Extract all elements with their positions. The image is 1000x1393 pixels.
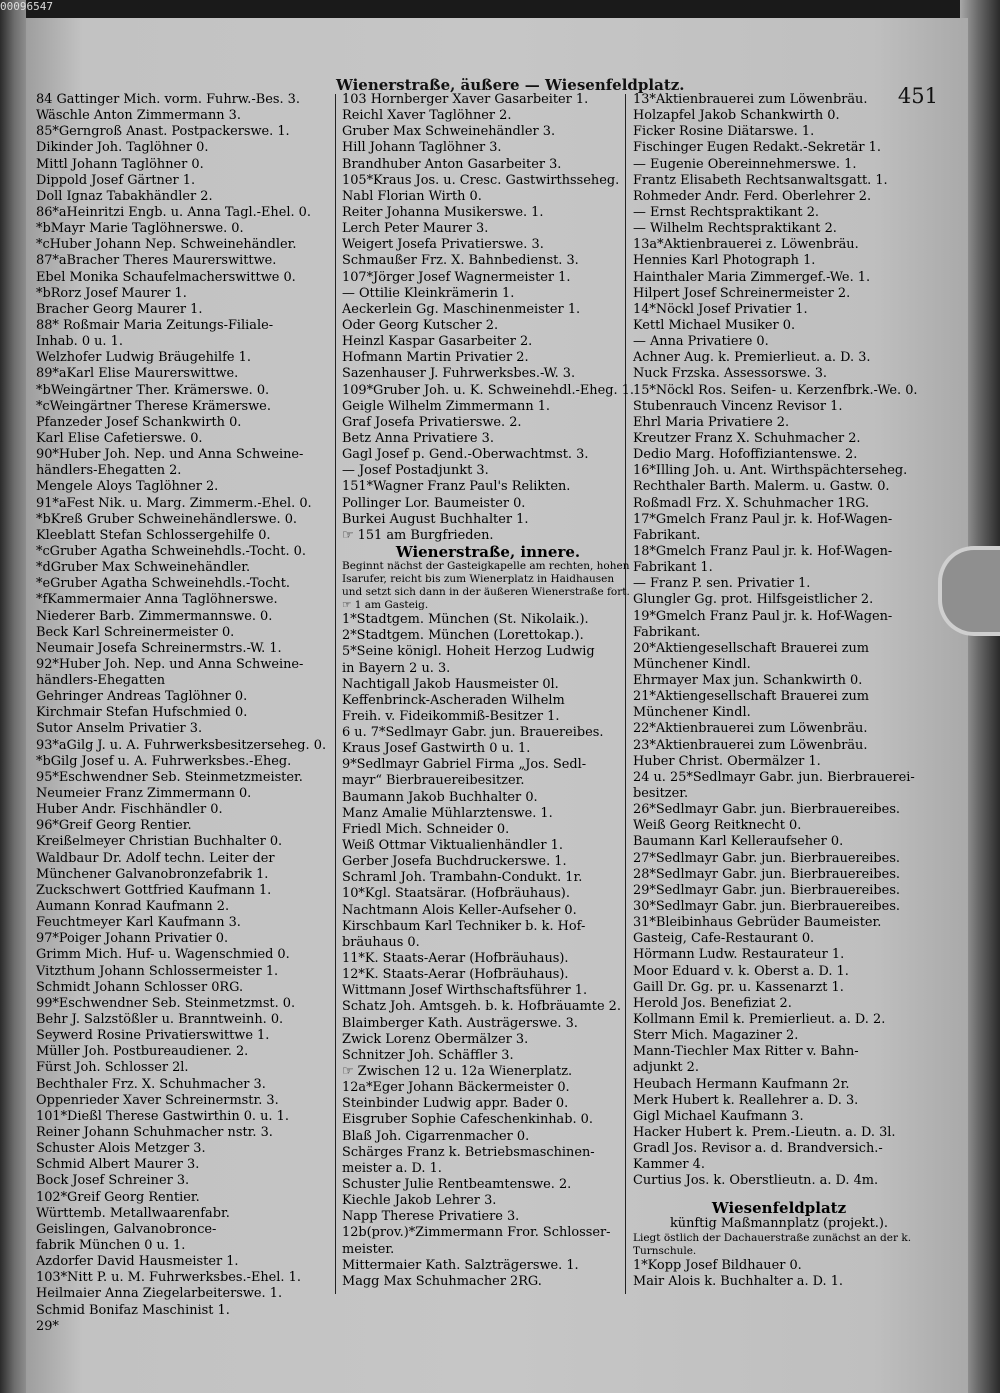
directory-entry: 93*aGilg J. u. A. Fuhrwerksbesitzerseheg. 0. — [36, 737, 327, 753]
directory-entry: — Ottilie Kleinkrämerin 1. — [342, 285, 515, 301]
directory-entry: Gagl Josef p. Gend.-Oberwachtmst. 3. — [342, 447, 589, 463]
directory-entry: 19*Gmelch Franz Paul jr. k. Hof-Wagen- — [633, 608, 893, 624]
directory-entry: Kreißelmeyer Christian Buchhalter 0. — [36, 834, 283, 850]
directory-entry: Neumeier Franz Zimmermann 0. — [36, 786, 252, 802]
directory-entry: Welzhofer Ludwig Bräugehilfe 1. — [36, 350, 251, 366]
directory-entry: Bracher Georg Maurer 1. — [36, 301, 203, 317]
directory-entry: *bKreß Gruber Schweinehändlerswe. 0. — [36, 511, 298, 527]
directory-entry: Magg Max Schuhmacher 2RG. — [342, 1273, 542, 1289]
directory-entry: Karl Elise Cafetierswe. 0. — [36, 430, 203, 446]
directory-entry: Fabrikant. — [633, 624, 701, 640]
directory-entry: Pollinger Lor. Baumeister 0. — [342, 495, 526, 511]
directory-entry: 21*Aktiengesellschaft Brauerei zum — [633, 689, 870, 705]
directory-entry: ☞ 151 am Burgfrieden. — [342, 527, 494, 543]
directory-entry: Holzapfel Jakob Schankwirth 0. — [633, 108, 840, 124]
column-3 — [633, 92, 925, 1322]
directory-entry: Lerch Peter Maurer 3. — [342, 221, 489, 237]
directory-entry: Mittl Johann Taglöhner 0. — [36, 156, 204, 172]
directory-entry: Steinbinder Ludwig appr. Bader 0. — [342, 1096, 569, 1112]
directory-entry: *bGilg Josef u. A. Fuhrwerksbes.-Eheg. — [36, 753, 292, 769]
directory-entry: Hennies Karl Photograph 1. — [633, 253, 816, 269]
directory-entry: und setzt sich dann in der äußeren Wienerstraße fort. — [342, 586, 630, 599]
section-title: Wienerstraße, innere. — [395, 542, 581, 561]
directory-entry: *eGruber Agatha Schweinehdls.-Tocht. — [36, 576, 290, 592]
directory-entry: Hill Johann Taglöhner 3. — [342, 140, 502, 156]
directory-entry: — Josef Postadjunkt 3. — [342, 463, 489, 479]
directory-entry: 12*K. Staats-Aerar (Hofbräuhaus). — [342, 967, 569, 983]
directory-entry: 15*Nöckl Ros. Seifen- u. Kerzenfbrk.-We. 0. — [633, 382, 918, 398]
directory-entry: Vitzthum Johann Schlossermeister 1. — [36, 963, 279, 979]
directory-entry: meister a. D. 1. — [342, 1160, 442, 1176]
directory-entry: Behr J. Salzstößler u. Branntweinh. 0. — [36, 1012, 284, 1028]
directory-entry: 24 u. 25*Sedlmayr Gabr. jun. Bierbrauerei- — [633, 769, 915, 785]
directory-entry: 95*Eschwendner Seb. Steinmetzmeister. — [36, 769, 303, 785]
directory-entry: 90*Huber Joh. Nep. und Anna Schweine- — [36, 447, 304, 463]
directory-entry: Mann-Tiechler Max Ritter v. Bahn- — [633, 1044, 859, 1060]
directory-entry: Oder Georg Kutscher 2. — [342, 317, 499, 333]
directory-entry: Herold Jos. Benefiziat 2. — [633, 995, 792, 1011]
directory-entry: — Franz P. sen. Privatier 1. — [633, 576, 811, 592]
directory-entry: 88* Roßmair Maria Zeitungs-Filiale- — [36, 317, 274, 333]
directory-entry: in Bayern 2 u. 3. — [342, 660, 451, 676]
directory-entry: Mittermaier Kath. Salzträgerswe. 1. — [342, 1257, 579, 1273]
directory-entry: 6 u. 7*Sedlmayr Gabr. jun. Brauereibes. — [342, 725, 604, 741]
directory-entry: 102*Greif Georg Rentier. — [36, 1189, 200, 1205]
directory-entry: 14*Nöckl Josef Privatier 1. — [633, 301, 808, 317]
section-title: Wiesenfeldplatz — [711, 1198, 847, 1217]
directory-entry: Beck Karl Schreinermeister 0. — [36, 624, 235, 640]
directory-entry: fabrik München 0 u. 1. — [36, 1237, 186, 1253]
directory-entry: Rohmeder Andr. Ferd. Oberlehrer 2. — [633, 188, 872, 204]
directory-entry: 103 Hornberger Xaver Gasarbeiter 1. — [342, 92, 589, 107]
directory-entry: 107*Jörger Josef Wagnermeister 1. — [342, 269, 571, 285]
directory-entry: Heubach Hermann Kaufmann 2r. — [633, 1076, 850, 1092]
directory-entry: Graf Josefa Privatierswe. 2. — [342, 414, 522, 430]
directory-entry: Schärges Franz k. Betriebsmaschinen- — [342, 1144, 595, 1160]
directory-entry: 26*Sedlmayr Gabr. jun. Bierbrauereibes. — [633, 802, 901, 818]
directory-entry: Freih. v. Fideikommiß-Besitzer 1. — [342, 708, 560, 724]
directory-entry: Mengele Aloys Taglöhner 2. — [36, 479, 219, 495]
directory-entry: Hilpert Josef Schreinermeister 2. — [633, 285, 851, 301]
directory-entry: Turnschule. — [633, 1244, 697, 1257]
directory-entry: Waldbaur Dr. Adolf techn. Leiter der — [36, 850, 275, 866]
directory-entry: Schatz Joh. Amtsgeh. b. k. Hofbräuamte 2. — [342, 999, 621, 1015]
directory-entry: Ebel Monika Schaufelmacherswittwe 0. — [36, 269, 296, 285]
directory-entry: Schuster Julie Rentbeamtenswe. 2. — [342, 1177, 572, 1192]
directory-entry: Sutor Anselm Privatier 3. — [36, 721, 203, 737]
directory-entry: Reiter Johanna Musikerswe. 1. — [342, 204, 544, 220]
directory-entry: Baumann Jakob Buchhalter 0. — [342, 789, 538, 805]
directory-entry: Ficker Rosine Diätarswe. 1. — [633, 124, 815, 140]
directory-entry: Schnitzer Joh. Schäffler 3. — [342, 1047, 514, 1063]
directory-entry: Rechthaler Barth. Malerm. u. Gastw. 0. — [633, 479, 890, 495]
directory-entry: Gruber Max Schweinehändler 3. — [342, 124, 556, 140]
directory-entry: Schmidt Johann Schlosser 0RG. — [36, 979, 244, 995]
directory-entry: Schmid Albert Maurer 3. — [36, 1157, 200, 1173]
directory-entry: Schraml Joh. Trambahn-Condukt. 1r. — [342, 870, 583, 886]
directory-entry: Kettl Michael Musiker 0. — [633, 317, 796, 333]
directory-entry: 92*Huber Joh. Nep. und Anna Schweine- — [36, 656, 304, 672]
directory-entry: *bRorz Josef Maurer 1. — [36, 285, 187, 301]
directory-entry: Achner Aug. k. Premierlieut. a. D. 3. — [633, 350, 871, 366]
directory-entry: Azdorfer David Hausmeister 1. — [36, 1254, 239, 1270]
directory-entry: Fabrikant. — [633, 527, 701, 543]
directory-entry: Curtius Jos. k. Oberstlieutn. a. D. 4m. — [633, 1173, 879, 1189]
directory-entry: Merk Hubert k. Reallehrer a. D. 3. — [633, 1092, 859, 1108]
directory-entry: Weigert Josefa Privatierswe. 3. — [342, 237, 544, 253]
directory-entry: Kirschbaum Karl Techniker b. k. Hof- — [342, 918, 586, 934]
directory-entry: Hofmann Martin Privatier 2. — [342, 350, 529, 366]
directory-entry: 97*Poiger Johann Privatier 0. — [36, 931, 229, 947]
directory-entry: Glungler Gg. prot. Hilfsgeistlicher 2. — [633, 592, 874, 608]
directory-entry: Nachtigall Jakob Hausmeister 0l. — [342, 676, 559, 692]
directory-entry: Gehringer Andreas Taglöhner 0. — [36, 689, 248, 705]
directory-entry: 27*Sedlmayr Gabr. jun. Bierbrauereibes. — [633, 850, 901, 866]
directory-entry: Hörmann Ludw. Restaurateur 1. — [633, 947, 845, 963]
directory-entry: 28*Sedlmayr Gabr. jun. Bierbrauereibes. — [633, 866, 901, 882]
directory-entry: Feuchtmeyer Karl Kaufmann 3. — [36, 915, 241, 931]
directory-entry: 13a*Aktienbrauerei z. Löwenbräu. — [633, 237, 859, 253]
directory-entry: Hainthaler Maria Zimmergef.-We. 1. — [633, 269, 871, 285]
directory-entry: 31*Bleibinhaus Gebrüder Baumeister. — [633, 915, 882, 931]
directory-entry: Geislingen, Galvanobronce- — [36, 1221, 217, 1237]
directory-entry: Schuster Alois Metzger 3. — [36, 1141, 206, 1157]
directory-entry: Zuckschwert Gottfried Kaufmann 1. — [36, 882, 272, 898]
directory-entry: Ehrl Maria Privatiere 2. — [633, 414, 790, 430]
directory-entry: Kraus Josef Gastwirth 0 u. 1. — [342, 741, 531, 757]
directory-entry: 12a*Eger Johann Bäckermeister 0. — [342, 1080, 570, 1096]
directory-entry: Fürst Joh. Schlosser 2l. — [36, 1060, 189, 1076]
directory-entry: Dikinder Joh. Taglöhner 0. — [36, 140, 209, 156]
directory-entry: Müller Joh. Postbureaudiener. 2. — [36, 1044, 249, 1060]
directory-entry: Dedio Marg. Hofoffiziantenswe. 2. — [633, 447, 858, 463]
directory-entry: — Anna Privatiere 0. — [633, 334, 769, 350]
directory-entry: Betz Anna Privatiere 3. — [342, 430, 494, 446]
directory-entry: Huber Christ. Obermälzer 1. — [633, 753, 821, 769]
directory-entry: Aumann Konrad Kaufmann 2. — [36, 899, 230, 915]
directory-entry: Münchener Kindl. — [633, 705, 751, 721]
directory-entry: Liegt östlich der Dachauerstraße zunächst an der k. — [633, 1231, 912, 1244]
directory-entry: *bWeingärtner Ther. Krämerswe. 0. — [36, 382, 270, 398]
directory-entry: 87*aBracher Theres Maurerswittwe. — [36, 253, 277, 269]
section-subtitle: künftig Maßmannplatz (projekt.). — [669, 1215, 889, 1231]
directory-entry: *cWeingärtner Therese Krämerswe. — [36, 398, 271, 414]
directory-entry: Gasteig, Cafe-Restaurant 0. — [633, 931, 815, 947]
directory-entry: Kammer 4. — [633, 1157, 705, 1173]
directory-entry: Seywerd Rosine Privatierswittwe 1. — [36, 1028, 270, 1044]
column-1 — [36, 92, 328, 1334]
directory-entry: Ehrmayer Max jun. Schankwirth 0. — [633, 673, 863, 689]
directory-entry: Blaß Joh. Cigarrenmacher 0. — [342, 1128, 530, 1144]
directory-entry: 23*Aktienbrauerei zum Löwenbräu. — [633, 737, 868, 753]
directory-entry: Neumair Josefa Schreinermstrs.-W. 1. — [36, 640, 282, 656]
directory-entry: Heinzl Kaspar Gasarbeiter 2. — [342, 334, 533, 350]
directory-entry: Burkei August Buchhalter 1. — [342, 511, 529, 527]
directory-entry: Kollmann Emil k. Premierlieut. a. D. 2. — [633, 1012, 886, 1028]
directory-entry: Brandhuber Anton Gasarbeiter 3. — [342, 156, 562, 172]
directory-entry: Württemb. Metallwaarenfabr. — [36, 1205, 230, 1221]
directory-entry: ☞ 1 am Gasteig. — [342, 599, 429, 612]
directory-entry: 10*Kgl. Staatsärar. (Hofbräuhaus). — [342, 886, 570, 902]
directory-entry: 20*Aktiengesellschaft Brauerei zum — [633, 640, 870, 656]
directory-entry: 13*Aktienbrauerei zum Löwenbräu. — [633, 92, 868, 107]
directory-entry: *bMayr Marie Taglöhnerswe. 0. — [36, 221, 244, 237]
directory-entry: 151*Wagner Franz Paul's Relikten. — [342, 479, 571, 495]
directory-entry: 99*Eschwendner Seb. Steinmetzmst. 0. — [36, 995, 296, 1011]
directory-entry: *dGruber Max Schweinehändler. — [36, 560, 251, 576]
directory-entry: 105*Kraus Jos. u. Cresc. Gastwirthsseheg. — [342, 172, 620, 188]
directory-entry: Schmaußer Frz. X. Bahnbedienst. 3. — [342, 253, 579, 269]
directory-entry: — Eugenie Obereinnehmerswe. 1. — [633, 156, 857, 172]
directory-entry: Weiß Georg Reitknecht 0. — [633, 818, 802, 834]
directory-entry: Doll Ignaz Tabakhändler 2. — [36, 188, 213, 204]
directory-entry: Napp Therese Privatiere 3. — [342, 1209, 520, 1225]
directory-entry: 22*Aktienbrauerei zum Löwenbräu. — [633, 721, 868, 737]
directory-entry: 89*aKarl Elise Maurerswittwe. — [36, 366, 239, 382]
directory-entry: 96*Greif Georg Rentier. — [36, 818, 192, 834]
directory-entry: Reiner Johann Schuhmacher nstr. 3. — [36, 1125, 273, 1140]
directory-entry: 85*Gerngroß Anast. Postpackerswe. 1. — [36, 124, 290, 140]
directory-entry: Pfanzeder Josef Schankwirth 0. — [36, 414, 242, 430]
directory-entry: Moor Eduard v. k. Oberst a. D. 1. — [633, 963, 849, 979]
directory-entry: Friedl Mich. Schneider 0. — [342, 821, 510, 837]
directory-entry: 91*aFest Nik. u. Marg. Zimmerm.-Ehel. 0. — [36, 495, 312, 511]
directory-entry: Münchener Kindl. — [633, 656, 751, 672]
directory-entry: besitzer. — [633, 786, 689, 802]
directory-entry: Wäschle Anton Zimmermann 3. — [36, 108, 241, 124]
directory-entry: — Wilhelm Rechtspraktikant 2. — [633, 221, 837, 237]
directory-entry: Kirchmair Stefan Hufschmied 0. — [36, 705, 248, 721]
directory-entry: 5*Seine königl. Hoheit Herzog Ludwig — [342, 644, 595, 660]
directory-entry: Kiechle Jakob Lehrer 3. — [342, 1193, 497, 1209]
directory-entry: adjunkt 2. — [633, 1060, 699, 1076]
directory-entry: Dippold Josef Gärtner 1. — [36, 172, 196, 188]
directory-entry: 84 Gattinger Mich. vorm. Fuhrw.-Bes. 3. — [36, 92, 300, 107]
directory-entry: Hacker Hubert k. Prem.-Lieutn. a. D. 3l. — [633, 1125, 896, 1140]
directory-entry: 29*Sedlmayr Gabr. jun. Bierbrauereibes. — [633, 882, 901, 898]
directory-entry: Mair Alois k. Buchhalter a. D. 1. — [633, 1273, 844, 1289]
directory-entry: 109*Gruber Joh. u. K. Schweinehdl.-Eheg. 1. — [342, 382, 634, 398]
directory-entry: 17*Gmelch Franz Paul jr. k. Hof-Wagen- — [633, 511, 893, 527]
page-number: 451 — [897, 84, 938, 108]
directory-entry: Beginnt nächst der Gasteigkapelle am rechten, hohen — [342, 560, 630, 573]
directory-entry: Sazenhauser J. Fuhrwerksbes.-W. 3. — [342, 366, 576, 382]
directory-entry: — Ernst Rechtspraktikant 2. — [633, 204, 819, 220]
directory-entry: mayr“ Bierbrauereibesitzer. — [342, 773, 525, 789]
directory-entry: Aeckerlein Gg. Maschinenmeister 1. — [342, 301, 581, 317]
directory-entry: Bechthaler Frz. X. Schuhmacher 3. — [36, 1076, 266, 1092]
directory-entry: 1*Kopp Josef Bildhauer 0. — [633, 1257, 802, 1273]
directory-entry: 11*K. Staats-Aerar (Hofbräuhaus). — [342, 951, 569, 967]
directory-entry: Blaimberger Kath. Austrägerswe. 3. — [342, 1015, 578, 1031]
directory-entry: 101*Dießl Therese Gastwirthin 0. u. 1. — [36, 1108, 289, 1124]
directory-entry: Schmid Bonifaz Maschinist 1. — [36, 1302, 230, 1318]
column-rule-1 — [335, 94, 336, 1294]
directory-entry: Baumann Karl Kelleraufseher 0. — [633, 834, 844, 850]
directory-entry: Gigl Michael Kaufmann 3. — [633, 1108, 804, 1124]
running-head: Wienerstraße, äußere — Wiesenfeldplatz. — [336, 76, 685, 94]
directory-entry: 86*aHeinritzi Engb. u. Anna Tagl.-Ehel. 0. — [36, 204, 311, 220]
directory-entry: Sterr Mich. Magaziner 2. — [633, 1028, 799, 1044]
directory-entry: Stubenrauch Vincenz Revisor 1. — [633, 398, 843, 414]
edge-number: 00096547 — [0, 0, 53, 13]
directory-entry: Keffenbrinck-Ascheraden Wilhelm — [342, 692, 565, 708]
directory-entry: Roßmadl Frz. X. Schuhmacher 1RG. — [633, 495, 870, 511]
page-clip — [938, 546, 1000, 636]
directory-entry: händlers-Ehegatten 2. — [36, 463, 182, 479]
directory-entry: Bock Josef Schreiner 3. — [36, 1173, 190, 1189]
directory-entry: Reichl Xaver Taglöhner 2. — [342, 108, 512, 124]
directory-entry: bräuhaus 0. — [342, 934, 420, 950]
directory-entry: *cGruber Agatha Schweinehdls.-Tocht. 0. — [36, 543, 306, 559]
directory-entry: Geigle Wilhelm Zimmermann 1. — [342, 398, 551, 414]
directory-entry: Münchener Galvanobronzefabrik 1. — [36, 866, 269, 882]
directory-entry: Nuck Frzska. Assessorswe. 3. — [633, 366, 828, 382]
directory-entry: Eisgruber Sophie Cafeschenkinhab. 0. — [342, 1112, 593, 1128]
directory-entry: Huber Andr. Fischhändler 0. — [36, 802, 223, 818]
directory-entry: Grimm Mich. Huf- u. Wagenschmied 0. — [36, 947, 290, 963]
directory-entry: 16*Illing Joh. u. Ant. Wirthspächterseheg. — [633, 463, 908, 479]
directory-entry: Wittmann Josef Wirthschaftsführer 1. — [342, 983, 588, 999]
directory-entry: Fabrikant 1. — [633, 560, 713, 576]
directory-entry: Isarufer, reicht bis zum Wienerplatz in Haidhausen — [342, 573, 615, 586]
directory-entry: Gaill Dr. Gg. pr. u. Kassenarzt 1. — [633, 979, 844, 995]
directory-entry: Zwick Lorenz Obermälzer 3. — [342, 1031, 529, 1047]
directory-entry: Inhab. 0 u. 1. — [36, 334, 123, 350]
directory-entry: Gerber Josefa Buchdruckerswe. 1. — [342, 854, 567, 870]
column-2 — [342, 92, 634, 1322]
directory-entry: Heilmaier Anna Ziegelarbeiterswe. 1. — [36, 1286, 283, 1302]
directory-entry: *fKammermaier Anna Taglöhnerswe. — [36, 592, 278, 608]
directory-entry: Niederer Barb. Zimmermannswe. 0. — [36, 608, 273, 624]
directory-entry: Kreutzer Franz X. Schuhmacher 2. — [633, 430, 861, 446]
directory-entry: 30*Sedlmayr Gabr. jun. Bierbrauereibes. — [633, 899, 901, 915]
directory-entry: 2*Stadtgem. München (Lorettokap.). — [342, 628, 584, 644]
directory-entry: 18*Gmelch Franz Paul jr. k. Hof-Wagen- — [633, 543, 893, 559]
directory-entry: Manz Amalie Mühlarztenswe. 1. — [342, 805, 553, 821]
directory-entry: Weiß Ottmar Viktualienhändler 1. — [342, 838, 563, 854]
directory-entry: Fischinger Eugen Redakt.-Sekretär 1. — [633, 140, 881, 156]
directory-entry: Nachtmann Alois Keller-Aufseher 0. — [342, 902, 577, 918]
directory-entry: 103*Nitt P. u. M. Fuhrwerksbes.-Ehel. 1. — [36, 1270, 301, 1286]
directory-entry: Nabl Florian Wirth 0. — [342, 188, 482, 204]
directory-entry: 9*Sedlmayr Gabriel Firma „Jos. Sedl- — [342, 757, 587, 773]
directory-entry: händlers-Ehegatten — [36, 673, 165, 689]
directory-entry: meister. — [342, 1241, 395, 1257]
directory-entry: 12b(prov.)*Zimmermann Fror. Schlosser- — [342, 1225, 611, 1241]
directory-entry: 1*Stadtgem. München (St. Nikolaik.). — [342, 612, 589, 628]
directory-entry: Gradl Jos. Revisor a. d. Brandversich.- — [633, 1141, 883, 1157]
directory-entry: Frantz Elisabeth Rechtsanwaltsgatt. 1. — [633, 172, 888, 188]
directory-entry: 29* — [36, 1318, 59, 1334]
directory-entry: Oppenrieder Xaver Schreinermstr. 3. — [36, 1092, 279, 1108]
directory-entry: Kleeblatt Stefan Schlossergehilfe 0. — [36, 527, 271, 543]
directory-entry: *cHuber Johann Nep. Schweinehändler. — [36, 237, 297, 253]
directory-entry: ☞ Zwischen 12 u. 12a Wienerplatz. — [342, 1064, 573, 1080]
